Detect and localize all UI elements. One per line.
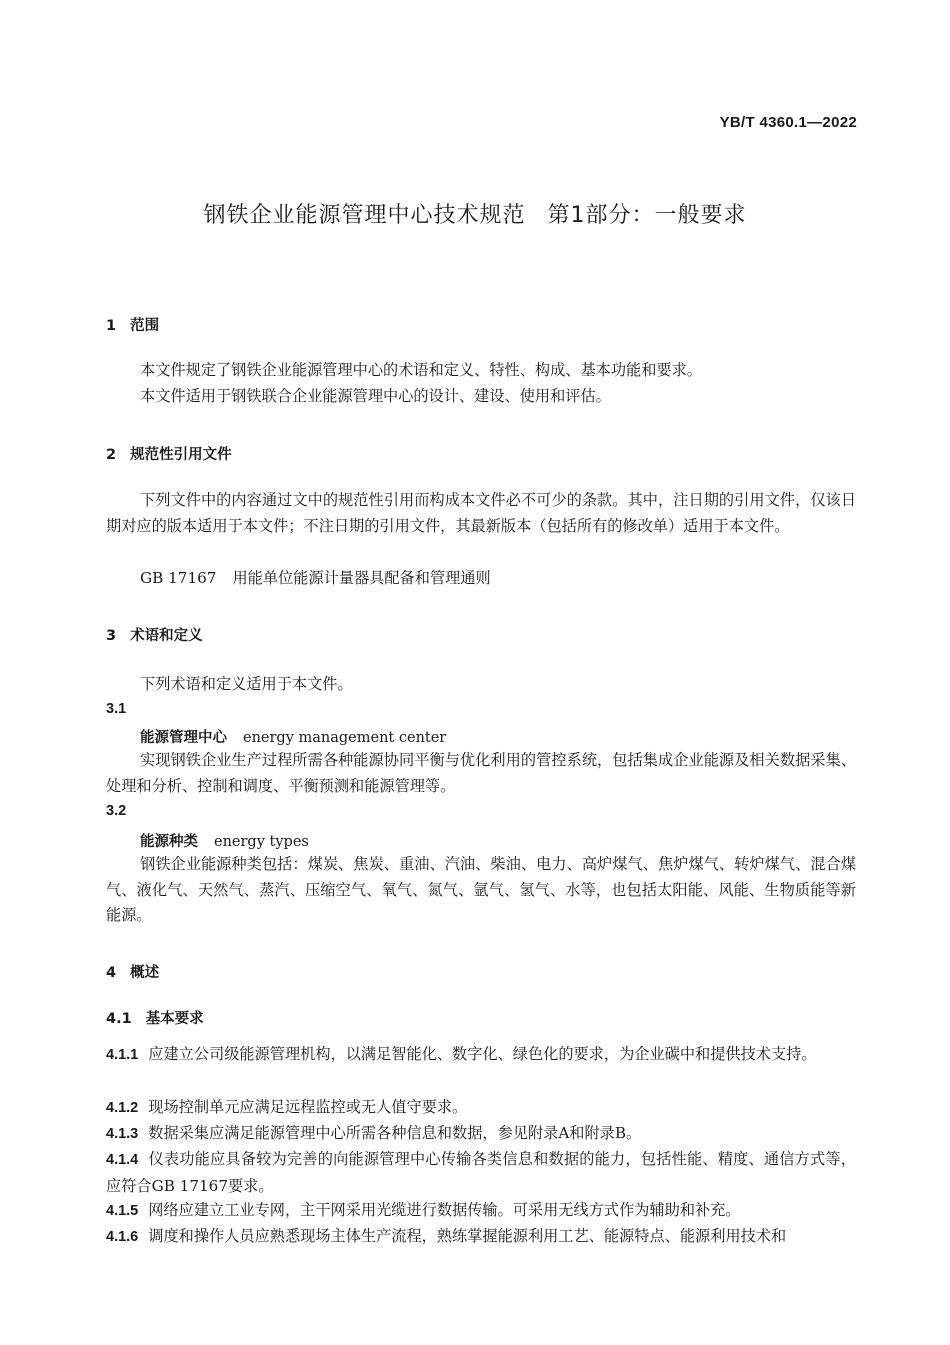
section-title: 术语和定义 [130,628,203,644]
title-part: 第1部分：一般要求 [547,203,747,228]
clause-4-1-5 [106,1198,856,1225]
term-zh: 能源管理中心 [140,730,227,746]
term-number: 3.1 [106,701,127,717]
title-main: 钢铁企业能源管理中心技术规范 [203,203,526,228]
subsection-number: 4.1 [106,1011,132,1027]
clause-4-1-3 [106,1121,856,1148]
clause-text: 应建立公司级能源管理机构，以满足智能化、数字化、绿色化的要求，为企业碳中和提供技术支持。 [148,1045,817,1063]
term-definition: 钢铁企业能源种类包括：煤炭、焦炭、重油、汽油、柴油、电力、高炉煤气、焦炉煤气、转炉煤气、混合煤气、液化气、天然气、蒸汽、压缩空气、氧气、氮气、氩气、氢气、水等，也包括太阳能、风能、生物质能等新能源。 [106,855,856,924]
section-title: 概述 [130,965,160,981]
term-zh: 能源种类 [140,834,198,850]
clause-text: 调度和操作人员应熟悉现场主体生产流程，熟练掌握能源利用工艺、能源特点、能源利用技术和 [148,1227,787,1245]
scope-paragraph-2: 本文件适用于钢铁联合企业能源管理中心的设计、建设、使用和评估。 [140,387,611,405]
clause-number: 4.1.4 [106,1152,139,1168]
term-entry [140,830,309,851]
standard-code: YB/T 4360.1—2022 [719,114,857,131]
section-3-heading [106,624,203,645]
reference-item [140,566,856,592]
section-2-heading [106,443,232,464]
term-entry [140,726,446,747]
clause-text: 现场控制单元应满足远程监控或无人值守要求。 [148,1098,468,1116]
reference-title: 用能单位能源计量器具配备和管理通则 [232,569,491,587]
term-definition: 实现钢铁企业生产过程所需各种能源协同平衡与优化利用的管控系统，包括集成企业能源及相关数据采集、处理和分析、控制和调度、平衡预测和能源管理等。 [106,751,856,795]
section-4-heading [106,961,159,982]
section-number: 3 [106,628,117,644]
section-number: 1 [106,318,117,334]
section-1-heading [106,314,159,335]
terms-intro: 下列术语和定义适用于本文件。 [140,675,353,693]
section-title: 规范性引用文件 [130,447,232,463]
clause-number: 4.1.2 [106,1100,139,1116]
clause-text: 网络应建立工业专网，主干网采用光缆进行数据传输。可采用无线方式作为辅助和补充。 [148,1201,741,1219]
subsection-title: 基本要求 [145,1011,204,1027]
scope-paragraph-1: 本文件规定了钢铁企业能源管理中心的术语和定义、特性、构成、基本功能和要求。 [140,361,702,379]
section-number: 4 [106,965,117,981]
term-number: 3.2 [106,803,127,819]
clause-4-1-1 [106,1042,856,1069]
normative-references-paragraph: 下列文件中的内容通过文中的规范性引用而构成本文件必不可少的条款。其中，注日期的引用文件，仅该日期对应的版本适用于本文件；不注日期的引用文件，其最新版本（包括所有的修改单）适用于本文件。 [106,491,856,535]
clause-text: 数据采集应满足能源管理中心所需各种信息和数据，参见附录A和附录B。 [148,1124,642,1142]
clause-number: 4.1.5 [106,1203,139,1219]
subsection-4-1-heading [106,1007,204,1028]
clause-number: 4.1.6 [106,1229,139,1245]
reference-code: GB 17167 [140,569,217,587]
term-en: energy types [214,834,309,850]
clause-4-1-4 [106,1147,856,1199]
document-title [0,198,950,229]
term-en: energy management center [243,730,447,746]
clause-text: 仪表功能应具备较为完善的向能源管理中心传输各类信息和数据的能力，包括性能、精度、通信方式等，应符合GB 17167要求。 [106,1150,856,1195]
clause-number: 4.1.1 [106,1047,139,1063]
clause-4-1-2 [106,1095,856,1122]
section-number: 2 [106,447,117,463]
section-title: 范围 [130,318,160,334]
clause-4-1-6 [106,1224,856,1251]
clause-number: 4.1.3 [106,1126,139,1142]
